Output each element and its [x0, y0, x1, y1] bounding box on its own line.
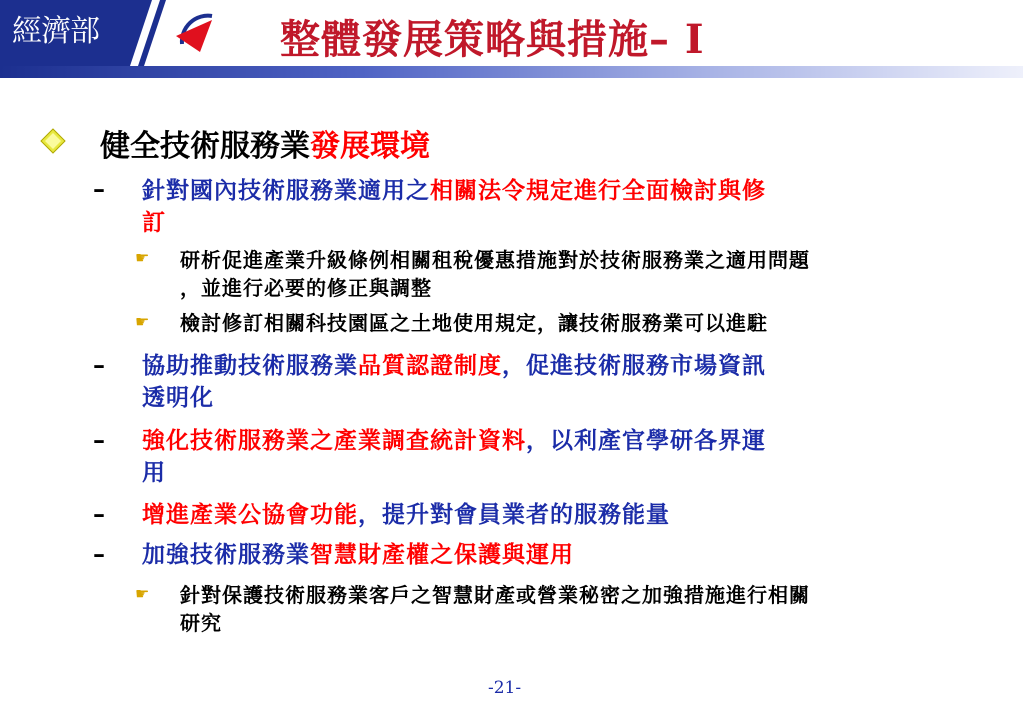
dash-icon: – [93, 425, 105, 454]
item-3-red: 強化技術服務業之產業調查統計資料 [142, 427, 526, 454]
sub-item-1-line-1: 研析促進產業升級條例相關租稅優惠措施對於技術服務業之適用問題 [180, 248, 810, 272]
item-2-blue-2: ，促進技術服務市場資訊 [502, 352, 766, 379]
hand-pointer-icon: ☛ [135, 584, 150, 603]
item-2-red: 品質認證制度 [358, 352, 502, 379]
dash-icon: – [93, 350, 105, 379]
hand-pointer-icon: ☛ [135, 248, 150, 267]
item-4-blue: ，提升對會員業者的服務能量 [358, 501, 670, 528]
slide-title: 整體發展策略與措施– I [280, 16, 705, 63]
item-3-line-2: 用 [142, 459, 166, 486]
diamond-bullet-icon [40, 128, 66, 154]
page-number: -21- [488, 678, 522, 698]
bullet-heading-black: 健全技術服務業 [100, 129, 310, 164]
item-2-blue: 協助推動技術服務業 [142, 352, 358, 379]
item-2-line-1 [142, 347, 766, 380]
bullet-heading-red: 發展環境 [310, 129, 430, 164]
dash-icon: – [93, 174, 105, 203]
bullet-heading [100, 121, 430, 165]
sub-item-3-line-1: 針對保護技術服務業客戶之智慧財產或營業秘密之加強措施進行相關 [180, 583, 810, 607]
item-4-red: 增進產業公協會功能 [142, 501, 358, 528]
item-5-line-1 [142, 536, 574, 569]
item-2-line-2: 透明化 [142, 384, 214, 411]
item-1-red: 相關法令規定進行全面檢討與修 [430, 177, 766, 204]
item-5-blue: 加強技術服務業 [142, 541, 310, 568]
item-1-blue: 針對國內技術服務業適用之 [142, 177, 430, 204]
item-5-red: 智慧財產權之保護與運用 [310, 541, 574, 568]
item-3-blue: ，以利產官學研各界運 [526, 427, 766, 454]
sub-item-2: 檢討修訂相關科技園區之土地使用規定，讓技術服務業可以進駐 [180, 311, 768, 335]
dash-icon: – [93, 499, 105, 528]
dash-icon: – [93, 539, 105, 568]
item-3-line-1 [142, 422, 766, 455]
item-4-line-1 [142, 496, 670, 529]
logo-text: 經濟部 [12, 14, 99, 49]
hand-pointer-icon: ☛ [135, 312, 150, 331]
item-1-line-2: 訂 [142, 209, 166, 236]
item-1-line-1 [142, 172, 766, 205]
sub-item-1-line-2: ，並進行必要的修正與調整 [180, 276, 432, 300]
sub-item-3-line-2: 研究 [180, 611, 222, 635]
